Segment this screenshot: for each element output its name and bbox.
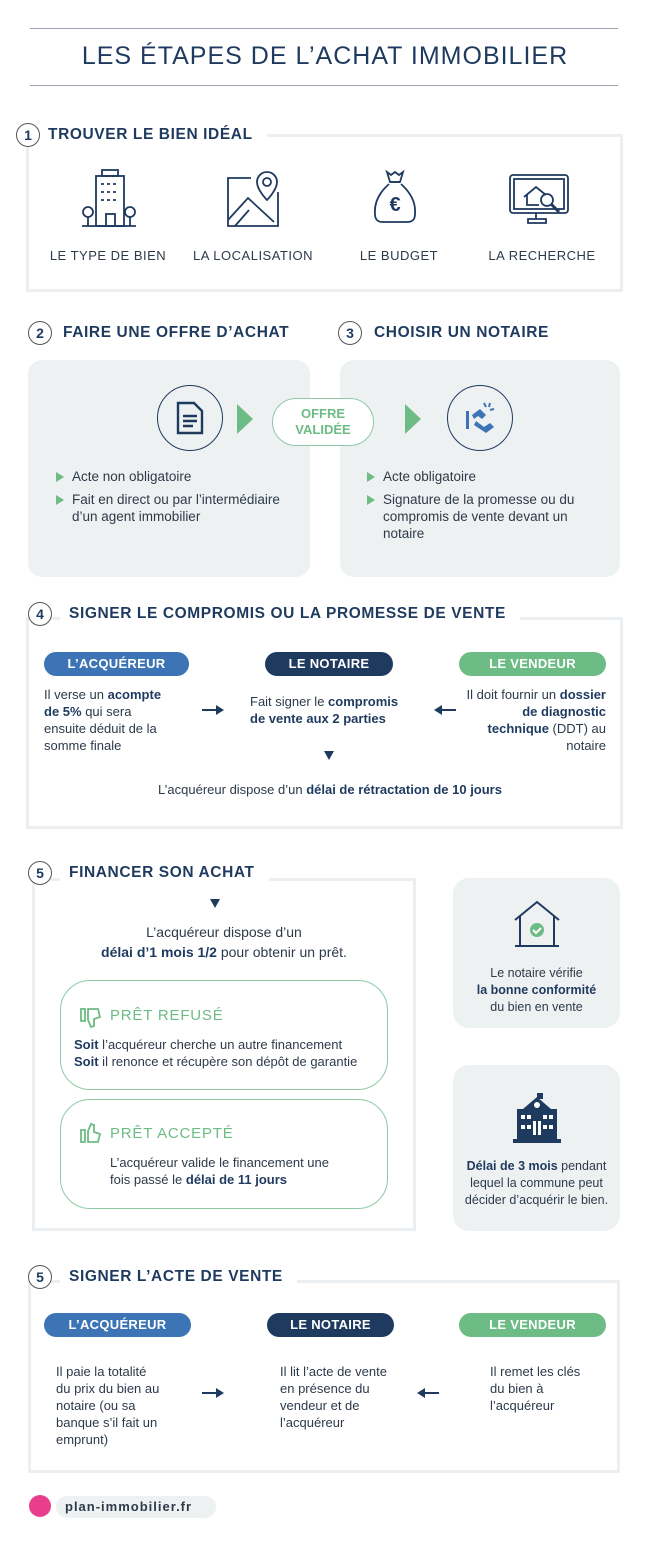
loan-accepted-title: PRÊT ACCEPTÉ (110, 1125, 234, 1142)
text: qui sera ensuite déduit de la somme finale (44, 704, 157, 753)
loan-refused-title: PRÊT REFUSÉ (110, 1007, 224, 1024)
text: du bien en vente (490, 1000, 583, 1014)
text: L’acquéreur dispose d’un (158, 782, 307, 797)
step-number: 1 (16, 123, 40, 147)
seller-text: Il remet les clés du bien à l’acquéreur (490, 1364, 581, 1413)
text: il renonce et récupère son dépôt de garantie (98, 1054, 358, 1069)
text-bold: délai d’1 mois 1/2 (101, 944, 217, 960)
buyer-pill: L’ACQUÉREUR (44, 652, 189, 676)
thumbs-down-icon (80, 1007, 102, 1029)
text: (DDT) au notaire (548, 721, 606, 753)
down-triangle-icon (324, 751, 334, 760)
money-bag-euro-icon (372, 168, 418, 224)
text: pendant lequel la commune peut décider d’acquérir le bien. (464, 1159, 609, 1207)
bullet-item: Acte obligatoire (365, 468, 605, 485)
buyer-pill: L’ACQUÉREUR (44, 1313, 191, 1337)
text: L’acquéreur valide le financement une fois passé le (110, 1155, 329, 1187)
text-bold: Soit (74, 1037, 99, 1052)
text: Fait signer le (250, 694, 329, 709)
section-5-title: FINANCER SON ACHAT (60, 864, 269, 882)
bullet-item: Signature de la promesse ou du compromis de vente devant un notaire (365, 491, 585, 542)
preemption-card (453, 1065, 620, 1231)
notary-text: Il lit l’acte de vente en présence du vendeur et de l’acquéreur (280, 1364, 387, 1430)
section-4-title: SIGNER LE COMPROMIS OU LA PROMESSE DE VENTE (60, 605, 520, 623)
step-number: 3 (338, 321, 362, 345)
step-number: 2 (28, 321, 52, 345)
computer-house-search-icon (508, 173, 574, 225)
loan-accepted-text (110, 1154, 350, 1188)
offer-validated-badge (272, 398, 374, 446)
text-bold: dossier de diagnostic technique (487, 687, 606, 736)
section-3-title: CHOISIR UN NOTAIRE (374, 324, 563, 342)
text: Le notaire vérifie (490, 966, 583, 980)
text: pour obtenir un prêt. (216, 944, 347, 960)
document-icon (157, 385, 223, 451)
text: Il verse un (44, 687, 108, 702)
thumbs-up-icon (80, 1122, 102, 1144)
item-label: LA LOCALISATION (193, 248, 313, 263)
arrow-right-icon (202, 705, 224, 715)
conformity-card (453, 878, 620, 1028)
step-number: 5 (28, 1265, 52, 1289)
badge-line: OFFRE (300, 406, 346, 421)
loan-refused-text (74, 1036, 384, 1070)
buyer-text: Il paie la totalité du prix du bien au notaire (ou sa banque s’il fait un emprunt) (56, 1364, 160, 1447)
text: L’acquéreur dispose d’un (146, 924, 302, 940)
website-link[interactable]: plan-immobilier.fr (56, 1496, 216, 1518)
chevron-right-icon (237, 404, 253, 434)
step-number: 5 (28, 861, 52, 885)
section-1-title: TROUVER LE BIEN IDÉAL (40, 126, 267, 144)
seller-text (466, 686, 606, 754)
badge-line: VALIDÉE (295, 422, 351, 437)
handshake-icon (447, 385, 513, 451)
bullet-item: Acte non obligatoire (54, 468, 294, 485)
notary-text (250, 693, 415, 727)
loan-delay-text (34, 922, 414, 962)
house-check-icon (512, 900, 562, 950)
text-bold: Soit (74, 1054, 99, 1069)
text-bold: délai de rétractation de 10 jours (306, 782, 502, 797)
item-label: LE TYPE DE BIEN (49, 248, 167, 263)
section-6-title: SIGNER L’ACTE DE VENTE (60, 1268, 297, 1286)
divider (30, 85, 618, 86)
item-label: LA RECHERCHE (488, 248, 596, 263)
loan-refused-card (60, 980, 388, 1090)
text: Il doit fournir un (466, 687, 560, 702)
text-bold: compromis de vente aux 2 parties (250, 694, 399, 726)
arrow-left-icon (417, 1388, 439, 1398)
map-pin-icon (225, 170, 281, 228)
building-icon (80, 168, 138, 228)
chevron-right-icon (405, 404, 421, 434)
buyer-text (44, 686, 174, 754)
item-label: LE BUDGET (359, 248, 439, 263)
down-triangle-icon (210, 899, 220, 908)
svg-text:€: € (389, 194, 401, 216)
step-number: 4 (28, 602, 52, 626)
section-2-title: FAIRE UNE OFFRE D’ACHAT (63, 324, 303, 342)
notary-pill: LE NOTAIRE (265, 652, 393, 676)
brand-logo-dot (29, 1495, 51, 1517)
seller-pill: LE VENDEUR (459, 652, 606, 676)
retraction-text (0, 781, 650, 798)
seller-pill: LE VENDEUR (459, 1313, 606, 1337)
text-bold: Délai de 3 mois (466, 1159, 558, 1173)
notary-pill: LE NOTAIRE (267, 1313, 394, 1337)
bullet-item: Fait en direct ou par l’intermédiaire d’un agent immobilier (54, 491, 294, 525)
arrow-right-icon (202, 1388, 224, 1398)
text: l’acquéreur cherche un autre financement (98, 1037, 343, 1052)
text-bold: acompte de 5% (44, 687, 162, 719)
divider (30, 28, 618, 29)
text-bold: la bonne conformité (476, 983, 597, 997)
text-bold: délai de 11 jours (185, 1172, 288, 1187)
page-title: LES ÉTAPES DE L’ACHAT IMMOBILIER (81, 42, 569, 70)
town-hall-icon (513, 1089, 561, 1143)
arrow-left-icon (434, 705, 456, 715)
